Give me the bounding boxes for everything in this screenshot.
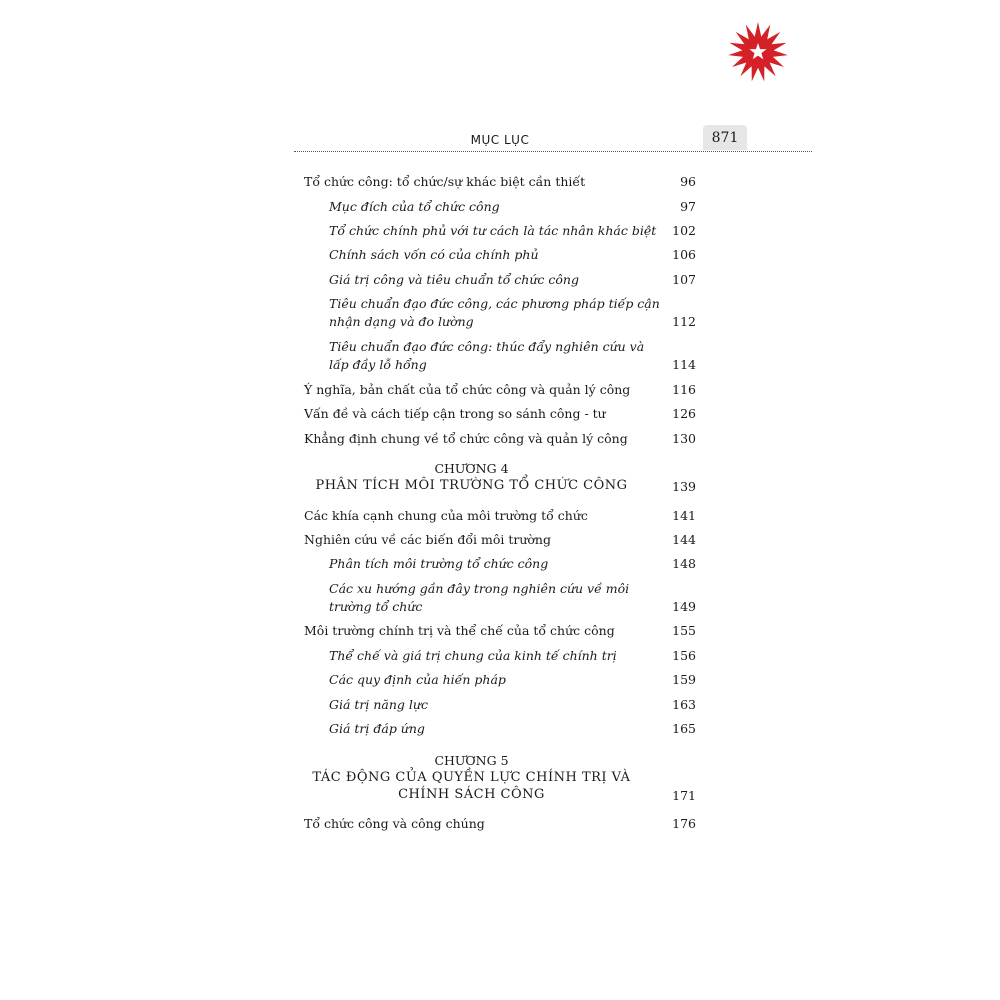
chapter-heading [304, 460, 639, 494]
toc-entry-page: 102 [672, 223, 696, 238]
toc-entry-page: 163 [672, 697, 696, 712]
toc-entry-title: Giá trị công và tiêu chuẩn tổ chức công [329, 272, 579, 287]
toc-entry-title: Tổ chức công: tổ chức/sự khác biệt cần thiết [304, 174, 586, 189]
toc-entry-title: Chính sách vốn có của chính phủ [329, 247, 539, 262]
toc-entry-page: 156 [672, 648, 696, 663]
chapter-title-continued: CHÍNH SÁCH CÔNG [398, 787, 545, 802]
toc-entry-page: 165 [672, 721, 696, 736]
toc-entry-title: Giá trị năng lực [329, 697, 428, 712]
toc-entry-title: Tiêu chuẩn đạo đức công: thúc đẩy nghiên cứu và [329, 339, 645, 354]
toc-entry-title: Mục đích của tổ chức công [329, 199, 500, 214]
toc-entry-title: Ý nghĩa, bản chất của tổ chức công và quản lý công [304, 382, 631, 397]
chapter-title: TÁC ĐỘNG CỦA QUYỀN LỰC CHÍNH TRỊ VÀ [312, 770, 631, 785]
toc-entry-title: Phân tích môi trường tổ chức công [329, 556, 549, 571]
toc-entry-title-continued: trường tổ chức [329, 599, 423, 614]
toc-entry-title: Khẳng định chung về tổ chức công và quản lý công [304, 431, 628, 446]
toc-entry-title: Tổ chức công và công chúng [304, 816, 485, 831]
header-title: MỤC LỤC [470, 133, 530, 147]
chapter-heading [304, 752, 639, 803]
toc-entry-title: Vấn đề và cách tiếp cận trong so sánh công - tư [304, 406, 606, 421]
toc-entry-title: Môi trường chính trị và thể chế của tổ chức công [304, 623, 615, 638]
toc-entry-page: 106 [672, 247, 696, 262]
chapter-title: PHÂN TÍCH MÔI TRƯỜNG TỔ CHỨC CÔNG [315, 478, 628, 493]
toc-entry-page: 149 [672, 599, 696, 614]
toc-entry-page: 155 [672, 623, 696, 638]
toc-entry-title: Các xu hướng gần đây trong nghiên cứu về môi [329, 581, 630, 596]
chapter-label: CHƯƠNG 4 [434, 461, 509, 476]
toc-entry-page: 97 [680, 199, 696, 214]
toc-entry-page: 96 [680, 174, 696, 189]
toc-entry-title: Các quy định của hiến pháp [329, 672, 506, 687]
toc-entry-title: Tổ chức chính phủ với tư cách là tác nhân khác biệt [329, 223, 657, 238]
toc-entry-title: Các khía cạnh chung của môi trường tổ chức [304, 508, 588, 523]
toc-entry-page: 126 [672, 406, 696, 421]
toc-entry-title-continued: lấp đầy lỗ hổng [329, 357, 427, 372]
toc-entry-title: Tiêu chuẩn đạo đức công, các phương pháp tiếp cận [329, 296, 660, 311]
toc-entry-page: 144 [672, 532, 696, 547]
toc-entry-title: Giá trị đáp ứng [329, 721, 425, 736]
toc-entry-page: 176 [672, 816, 696, 831]
toc-entry-page: 148 [672, 556, 696, 571]
toc-entry-title: Nghiên cứu về các biến đổi môi trường [304, 532, 551, 547]
chapter-page: 171 [672, 788, 696, 803]
toc-entry-title-continued: nhận dạng và đo lường [329, 314, 474, 329]
page-number: 871 [703, 125, 747, 150]
toc-entry-page: 141 [672, 508, 696, 523]
toc-entry-page: 112 [672, 314, 696, 329]
chapter-page: 139 [672, 479, 696, 494]
chapter-label: CHƯƠNG 5 [434, 753, 509, 768]
toc-entry-page: 107 [672, 272, 696, 287]
toc-entry-page: 159 [672, 672, 696, 687]
toc-entry-page: 116 [672, 382, 696, 397]
toc-entry-page: 114 [672, 357, 696, 372]
toc-entry-title: Thể chế và giá trị chung của kinh tế chính trị [329, 648, 617, 663]
toc-entry-page: 130 [672, 431, 696, 446]
